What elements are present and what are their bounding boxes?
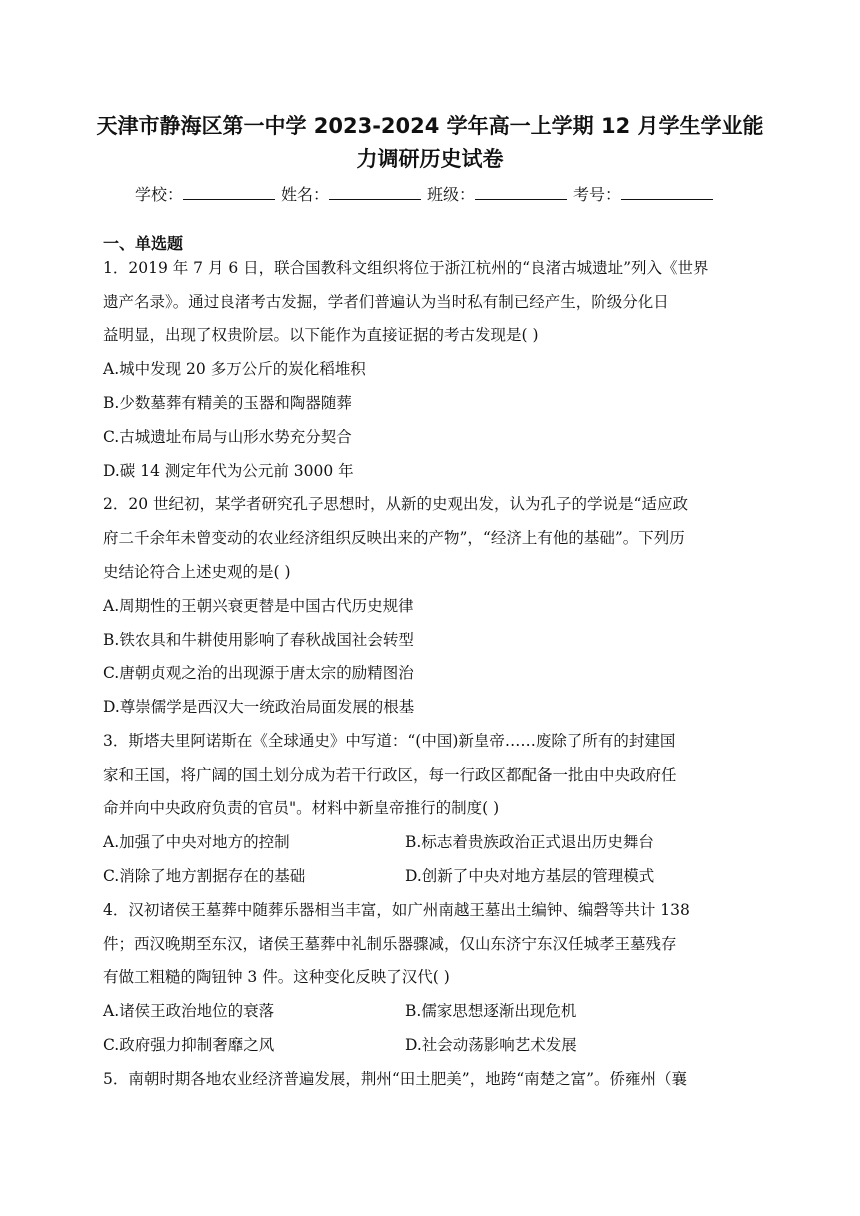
exam-title-line-1: 天津市静海区第一中学 2023-2024 学年高一上学期 12 月学生学业能 (96, 114, 764, 138)
q4-option-a[interactable]: A.诸侯王政治地位的衰落 (103, 1002, 275, 1020)
exam-number-label: 考号： (573, 185, 622, 204)
name-field[interactable] (329, 182, 421, 200)
q2-option-d[interactable]: D.尊崇儒学是西汉大一统政治局面发展的根基 (103, 698, 415, 716)
section-heading: 一、单选题 (103, 234, 184, 253)
name-label: 姓名： (281, 185, 330, 204)
q1-stem-line-1: 1．2019 年 7 月 6 日，联合国教科文组织将位于浙江杭州的“良渚古城遗址”列入《世界 (103, 259, 709, 277)
q4-stem-line-1: 4．汉初诸侯王墓葬中随葬乐器相当丰富，如广州南越王墓出土编钟、编磬等共计 138 (103, 901, 690, 919)
q2-stem-line-3: 史结论符合上述史观的是( ) (103, 563, 291, 581)
exam-number-field[interactable] (621, 182, 713, 200)
q3-stem-line-2: 家和王国，将广阔的国土划分成为若干行政区，每一行政区都配备一批由中央政府任 (103, 766, 677, 784)
q1-option-d[interactable]: D.碳 14 测定年代为公元前 3000 年 (103, 462, 354, 480)
q1-stem-line-3: 益明显，出现了权贵阶层。以下能作为直接证据的考古发现是( ) (103, 326, 539, 344)
class-label: 班级： (427, 185, 476, 204)
q4-option-b[interactable]: B.儒家思想逐渐出现危机 (405, 1002, 577, 1020)
student-info-row (135, 182, 755, 207)
q2-option-b[interactable]: B.铁农具和牛耕使用影响了春秋战国社会转型 (103, 631, 414, 649)
q1-option-c[interactable]: C.古城遗址布局与山形水势充分契合 (103, 428, 352, 446)
q2-option-c[interactable]: C.唐朝贞观之治的出现源于唐太宗的励精图治 (103, 664, 414, 682)
q4-stem-line-3: 有做工粗糙的陶钮钟 3 件。这种变化反映了汉代( ) (103, 968, 450, 986)
q1-option-a[interactable]: A.城中发现 20 多万公斤的炭化稻堆积 (103, 360, 366, 378)
q2-stem-line-2: 府二千余年未曾变动的农业经济组织反映出来的产物”，“经济上有他的基础”。下列历 (103, 529, 685, 547)
q3-option-c[interactable]: C.消除了地方割据存在的基础 (103, 867, 306, 885)
q5-stem-line-1: 5．南朝时期各地农业经济普遍发展，荆州“田土肥美”，地跨“南楚之富”。侨雍州（襄 (103, 1070, 688, 1088)
q3-stem-line-3: 命并向中央政府负责的官员"。材料中新皇帝推行的制度( ) (103, 799, 500, 817)
q4-option-c[interactable]: C.政府强力抑制奢靡之风 (103, 1036, 275, 1054)
school-field[interactable] (183, 182, 275, 200)
q2-stem-line-1: 2．20 世纪初，某学者研究孔子思想时，从新的史观出发，认为孔子的学说是“适应政 (103, 495, 688, 513)
school-label: 学校： (135, 185, 184, 204)
class-field[interactable] (475, 182, 567, 200)
q1-option-b[interactable]: B.少数墓葬有精美的玉器和陶器随葬 (103, 394, 352, 412)
q4-stem-line-2: 件；西汉晚期至东汉，诸侯王墓葬中礼制乐器骤减，仅山东济宁东汉任城孝王墓残存 (103, 935, 677, 953)
q3-option-a[interactable]: A.加强了中央对地方的控制 (103, 833, 290, 851)
q2-option-a[interactable]: A.周期性的王朝兴衰更替是中国古代历史规律 (103, 597, 414, 615)
q3-stem-line-1: 3．斯塔夫里阿诺斯在《全球通史》中写道：“(中国)新皇帝……废除了所有的封建国 (103, 732, 676, 750)
exam-title-line-2: 力调研历史试卷 (356, 147, 504, 171)
q3-option-d[interactable]: D.创新了中央对地方基层的管理模式 (405, 867, 655, 885)
q1-stem-line-2: 遗产名录》。通过良渚考古发掘，学者们普遍认为当时私有制已经产生，阶级分化日 (103, 293, 669, 311)
q4-option-d[interactable]: D.社会动荡影响艺术发展 (405, 1036, 577, 1054)
q3-option-b[interactable]: B.标志着贵族政治正式退出历史舞台 (405, 833, 654, 851)
